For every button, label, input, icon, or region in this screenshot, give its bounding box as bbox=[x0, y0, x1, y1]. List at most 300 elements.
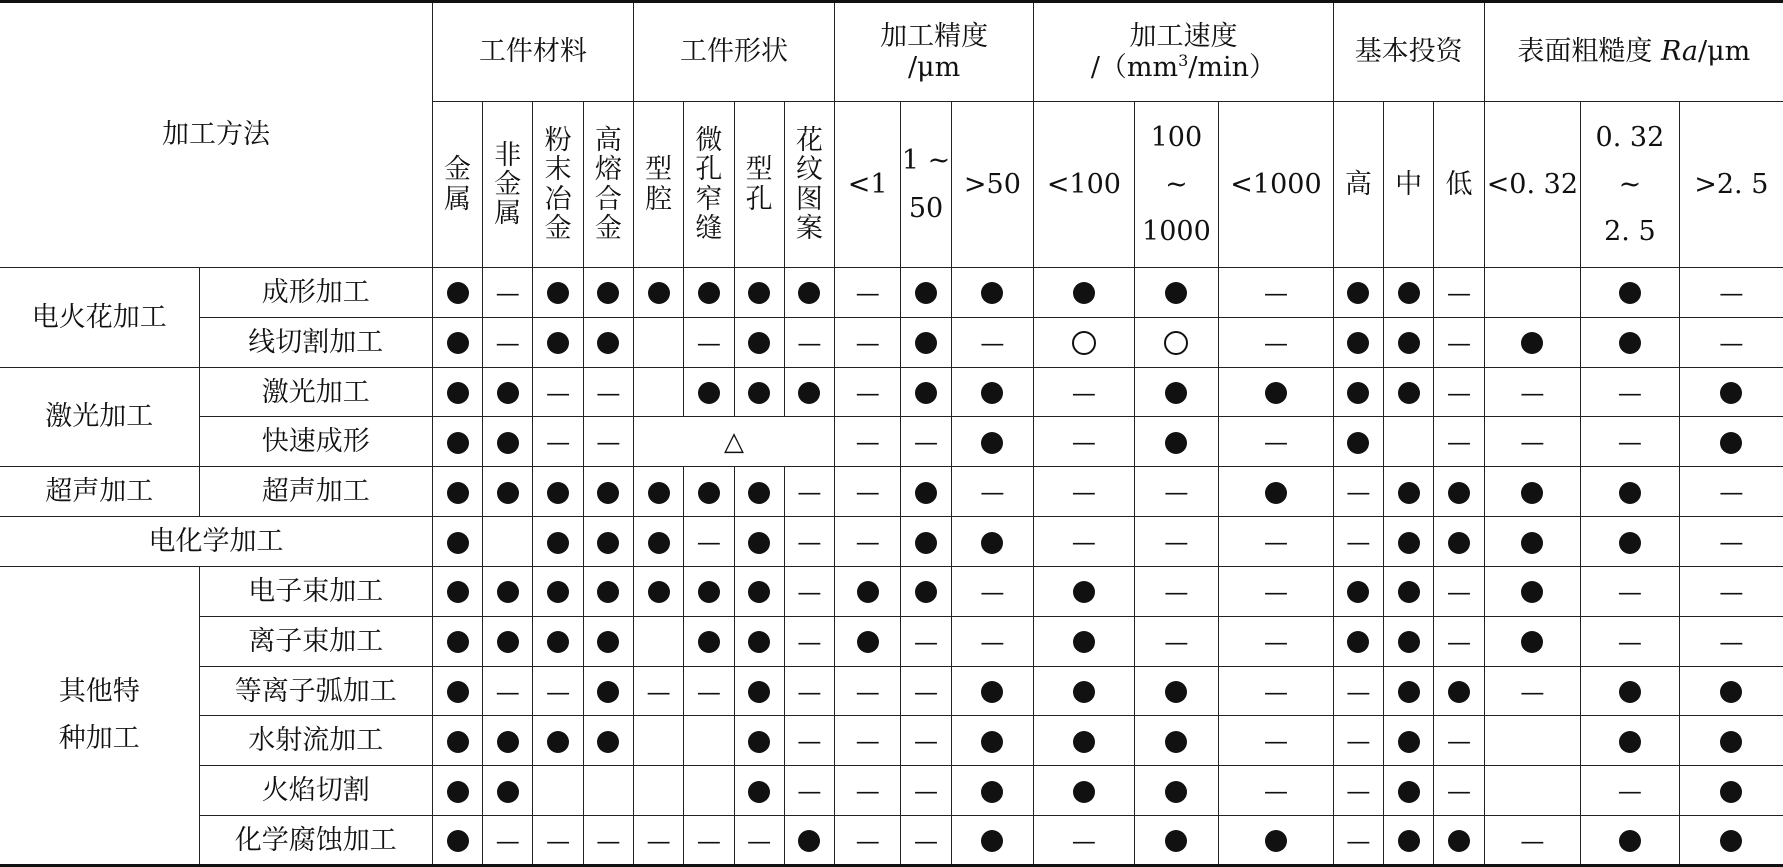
table-cell bbox=[1384, 566, 1434, 616]
table-cell bbox=[583, 716, 633, 766]
dash-mark: — bbox=[1446, 278, 1471, 307]
table-cell bbox=[633, 666, 683, 716]
filled-dot-icon bbox=[1720, 681, 1742, 703]
filled-dot-icon bbox=[748, 532, 770, 554]
dash-mark: — bbox=[1346, 777, 1371, 806]
filled-dot-icon bbox=[547, 282, 569, 304]
filled-dot-icon bbox=[648, 532, 670, 554]
filled-dot-icon bbox=[497, 781, 519, 803]
filled-dot-icon bbox=[597, 332, 619, 354]
dash-mark: — bbox=[1071, 378, 1096, 407]
table-cell bbox=[1134, 367, 1218, 417]
filled-dot-icon bbox=[597, 282, 619, 304]
dash-mark: — bbox=[980, 478, 1005, 507]
dash-mark: — bbox=[914, 777, 939, 806]
table-cell bbox=[1434, 616, 1484, 666]
table-cell bbox=[432, 666, 482, 716]
dash-mark: — bbox=[1164, 577, 1189, 606]
table-cell bbox=[583, 268, 633, 318]
dash-mark: — bbox=[1446, 727, 1471, 756]
filled-dot-icon bbox=[981, 382, 1003, 404]
filled-dot-icon bbox=[597, 532, 619, 554]
table-cell bbox=[734, 517, 784, 567]
dash-mark: — bbox=[1617, 627, 1642, 656]
filled-dot-icon bbox=[447, 332, 469, 354]
table-cell bbox=[951, 467, 1033, 517]
table-cell bbox=[583, 317, 633, 367]
col-invest-low: 低 bbox=[1434, 102, 1484, 268]
table-cell bbox=[901, 766, 951, 816]
table-cell bbox=[633, 517, 683, 567]
table-cell bbox=[901, 566, 951, 616]
table-cell bbox=[1581, 816, 1680, 866]
table-cell bbox=[784, 566, 834, 616]
table-cell bbox=[1333, 517, 1383, 567]
filled-dot-icon bbox=[447, 781, 469, 803]
filled-dot-icon bbox=[1165, 830, 1187, 852]
header-speed bbox=[1034, 2, 1334, 102]
filled-dot-icon bbox=[497, 432, 519, 454]
table-cell bbox=[784, 666, 834, 716]
table-cell bbox=[951, 566, 1033, 616]
speed-line2: $/(mm^3/\min)$ bbox=[1090, 51, 1277, 83]
filled-dot-icon bbox=[1448, 681, 1470, 703]
dash-mark: — bbox=[855, 777, 880, 806]
table-cell bbox=[633, 766, 683, 816]
dash-mark: — bbox=[1263, 727, 1288, 756]
table-row bbox=[0, 517, 1783, 567]
dash-mark: — bbox=[696, 328, 721, 357]
table-cell bbox=[483, 616, 533, 666]
table-cell bbox=[1484, 616, 1581, 666]
table-cell bbox=[1679, 417, 1783, 467]
speed-line1: 加工速度 bbox=[1129, 20, 1238, 52]
dash-mark: — bbox=[1446, 577, 1471, 606]
table-cell bbox=[1333, 467, 1383, 517]
table-cell bbox=[483, 367, 533, 417]
col-metal: 金 属 bbox=[432, 102, 482, 268]
table-cell bbox=[684, 517, 734, 567]
dash-mark: — bbox=[1071, 528, 1096, 557]
dash-mark: — bbox=[1446, 777, 1471, 806]
table-cell bbox=[784, 268, 834, 318]
filled-dot-icon bbox=[1521, 532, 1543, 554]
dash-mark: — bbox=[546, 677, 571, 706]
table-cell bbox=[533, 317, 583, 367]
filled-dot-icon bbox=[1347, 581, 1369, 603]
filled-dot-icon bbox=[447, 532, 469, 554]
filled-dot-icon bbox=[648, 482, 670, 504]
table-cell bbox=[1134, 268, 1218, 318]
dash-mark: — bbox=[1263, 677, 1288, 706]
table-cell bbox=[1219, 268, 1334, 318]
filled-dot-icon bbox=[1720, 382, 1742, 404]
dash-mark: — bbox=[1346, 528, 1371, 557]
table-cell bbox=[1434, 566, 1484, 616]
filled-dot-icon bbox=[748, 581, 770, 603]
table-cell bbox=[784, 766, 834, 816]
col-speed-lt1000: <1000 bbox=[1219, 102, 1334, 268]
table-cell bbox=[1434, 467, 1484, 517]
table-cell bbox=[1679, 268, 1783, 318]
dash-mark: — bbox=[596, 378, 621, 407]
filled-dot-icon bbox=[1398, 581, 1420, 603]
table-cell bbox=[1134, 566, 1218, 616]
dash-mark: — bbox=[980, 328, 1005, 357]
filled-dot-icon bbox=[597, 631, 619, 653]
table-cell bbox=[835, 467, 901, 517]
table-cell bbox=[1434, 417, 1484, 467]
filled-dot-icon bbox=[798, 282, 820, 304]
dash-mark: — bbox=[1071, 478, 1096, 507]
table-cell bbox=[835, 666, 901, 716]
header-roughness: 表面粗糙度 Ra/μm bbox=[1484, 2, 1783, 102]
table-cell bbox=[1333, 268, 1383, 318]
table-cell bbox=[1484, 566, 1581, 616]
dash-mark: — bbox=[1071, 826, 1096, 855]
table-cell bbox=[951, 268, 1033, 318]
table-cell bbox=[951, 317, 1033, 367]
filled-dot-icon bbox=[748, 731, 770, 753]
dash-mark: — bbox=[1346, 727, 1371, 756]
table-cell bbox=[835, 317, 901, 367]
table-cell bbox=[901, 467, 951, 517]
table-cell bbox=[1581, 616, 1680, 666]
table-cell bbox=[1034, 367, 1135, 417]
filled-dot-icon bbox=[1073, 731, 1095, 753]
table-cell bbox=[533, 417, 583, 467]
table-cell bbox=[1484, 716, 1581, 766]
table-cell bbox=[1384, 716, 1434, 766]
table-cell bbox=[951, 666, 1033, 716]
filled-dot-icon bbox=[447, 830, 469, 852]
filled-dot-icon bbox=[1398, 482, 1420, 504]
filled-dot-icon bbox=[1347, 332, 1369, 354]
dash-mark: — bbox=[696, 528, 721, 557]
table-row bbox=[0, 566, 1783, 616]
dash-mark: — bbox=[596, 826, 621, 855]
filled-dot-icon bbox=[447, 282, 469, 304]
filled-dot-icon bbox=[648, 282, 670, 304]
method-name: 等离子弧加工 bbox=[199, 666, 432, 716]
table-cell bbox=[583, 766, 633, 816]
dash-mark: — bbox=[1520, 826, 1545, 855]
table-cell bbox=[1679, 766, 1783, 816]
table-cell bbox=[1384, 268, 1434, 318]
table-cell bbox=[1219, 666, 1334, 716]
table-cell bbox=[432, 716, 482, 766]
filled-dot-icon bbox=[1720, 830, 1742, 852]
filled-dot-icon bbox=[1448, 532, 1470, 554]
table-cell bbox=[1034, 766, 1135, 816]
table-cell bbox=[583, 616, 633, 666]
table-cell bbox=[633, 367, 683, 417]
table-cell bbox=[835, 417, 901, 467]
filled-dot-icon bbox=[981, 830, 1003, 852]
table-cell bbox=[633, 467, 683, 517]
table-cell bbox=[583, 816, 633, 866]
table-cell bbox=[1484, 517, 1581, 567]
table-cell bbox=[1581, 566, 1680, 616]
table-cell bbox=[1581, 716, 1680, 766]
table-row bbox=[0, 467, 1783, 517]
table-cell bbox=[583, 566, 633, 616]
col-rough-gt25: >2. 5 bbox=[1679, 102, 1783, 268]
dash-mark: — bbox=[596, 428, 621, 457]
dash-mark: — bbox=[1520, 677, 1545, 706]
table-cell bbox=[1434, 766, 1484, 816]
dash-mark: — bbox=[1346, 677, 1371, 706]
table-cell bbox=[901, 367, 951, 417]
table-cell bbox=[533, 367, 583, 417]
table-cell bbox=[483, 317, 533, 367]
dash-mark: — bbox=[855, 428, 880, 457]
table-cell bbox=[533, 268, 583, 318]
dash-mark: — bbox=[980, 627, 1005, 656]
dash-mark: — bbox=[855, 677, 880, 706]
dash-mark: — bbox=[797, 528, 822, 557]
filled-dot-icon bbox=[1073, 282, 1095, 304]
table-cell bbox=[1333, 417, 1383, 467]
filled-dot-icon bbox=[497, 731, 519, 753]
filled-dot-icon bbox=[698, 282, 720, 304]
dash-mark: — bbox=[495, 826, 520, 855]
table-cell bbox=[633, 317, 683, 367]
filled-dot-icon bbox=[798, 382, 820, 404]
table-cell bbox=[1679, 716, 1783, 766]
table-cell bbox=[1134, 417, 1218, 467]
filled-dot-icon bbox=[547, 731, 569, 753]
filled-dot-icon bbox=[1165, 382, 1187, 404]
filled-dot-icon bbox=[1398, 830, 1420, 852]
filled-dot-icon bbox=[648, 581, 670, 603]
table-cell bbox=[1034, 517, 1135, 567]
dash-mark: — bbox=[1719, 577, 1744, 606]
table-cell bbox=[483, 816, 533, 866]
table-cell bbox=[533, 766, 583, 816]
filled-dot-icon bbox=[1398, 681, 1420, 703]
filled-dot-icon bbox=[1347, 432, 1369, 454]
table-cell bbox=[684, 666, 734, 716]
dash-mark: — bbox=[855, 528, 880, 557]
table-cell bbox=[1484, 268, 1581, 318]
filled-dot-icon bbox=[981, 681, 1003, 703]
table-cell bbox=[1384, 616, 1434, 666]
table-cell bbox=[734, 716, 784, 766]
table-cell bbox=[633, 268, 683, 318]
table-cell bbox=[951, 517, 1033, 567]
table-cell bbox=[483, 268, 533, 318]
col-invest-high: 高 bbox=[1333, 102, 1383, 268]
dash-mark: — bbox=[1263, 577, 1288, 606]
table-cell bbox=[1434, 816, 1484, 866]
col-refractory-alloy: 高 熔 合 金 bbox=[583, 102, 633, 268]
table-cell bbox=[432, 268, 482, 318]
filled-dot-icon bbox=[447, 681, 469, 703]
dash-mark: — bbox=[1446, 428, 1471, 457]
table-cell bbox=[1034, 566, 1135, 616]
table-cell bbox=[1034, 816, 1135, 866]
table-cell bbox=[1219, 367, 1334, 417]
table-cell bbox=[835, 816, 901, 866]
method-name: 离子束加工 bbox=[199, 616, 432, 666]
col-shaped-hole: 型 孔 bbox=[734, 102, 784, 268]
filled-dot-icon bbox=[748, 631, 770, 653]
filled-dot-icon bbox=[497, 382, 519, 404]
table-row bbox=[0, 666, 1783, 716]
table-cell bbox=[684, 317, 734, 367]
filled-dot-icon bbox=[447, 631, 469, 653]
table-cell bbox=[734, 268, 784, 318]
table-row bbox=[0, 766, 1783, 816]
table-cell bbox=[901, 666, 951, 716]
dash-mark: — bbox=[1346, 478, 1371, 507]
table-cell bbox=[1034, 417, 1135, 467]
table-cell bbox=[835, 716, 901, 766]
col-precision-gt50: >50 bbox=[951, 102, 1033, 268]
table-cell bbox=[483, 666, 533, 716]
col-rough-lt032: <0. 32 bbox=[1484, 102, 1581, 268]
dash-mark: — bbox=[797, 677, 822, 706]
filled-dot-icon bbox=[1619, 830, 1641, 852]
table-cell bbox=[1434, 367, 1484, 417]
table-cell bbox=[1034, 716, 1135, 766]
filled-dot-icon bbox=[1265, 482, 1287, 504]
filled-dot-icon bbox=[1165, 282, 1187, 304]
dash-mark: — bbox=[646, 677, 671, 706]
table-cell bbox=[684, 816, 734, 866]
method-name: 电子束加工 bbox=[199, 566, 432, 616]
header-material: 工件材料 bbox=[432, 2, 633, 102]
filled-dot-icon bbox=[1398, 332, 1420, 354]
table-cell bbox=[784, 517, 834, 567]
table-cell bbox=[1134, 766, 1218, 816]
dash-mark: — bbox=[1520, 428, 1545, 457]
dash-mark: — bbox=[914, 627, 939, 656]
col-powder-metallurgy: 粉 末 冶 金 bbox=[533, 102, 583, 268]
table-cell bbox=[835, 517, 901, 567]
table-cell bbox=[483, 517, 533, 567]
dash-mark: — bbox=[1719, 278, 1744, 307]
table-cell bbox=[432, 317, 482, 367]
filled-dot-icon bbox=[1521, 482, 1543, 504]
dash-mark: — bbox=[1164, 528, 1189, 557]
table-cell bbox=[784, 716, 834, 766]
table-cell bbox=[835, 268, 901, 318]
filled-dot-icon bbox=[547, 332, 569, 354]
table-cell bbox=[1434, 317, 1484, 367]
table-cell bbox=[1581, 417, 1680, 467]
header-investment: 基本投资 bbox=[1333, 2, 1484, 102]
table-cell bbox=[734, 317, 784, 367]
table-cell bbox=[951, 616, 1033, 666]
table-cell bbox=[1679, 666, 1783, 716]
dash-mark: — bbox=[1164, 627, 1189, 656]
dash-mark: — bbox=[1263, 777, 1288, 806]
table-cell bbox=[684, 367, 734, 417]
table-cell bbox=[784, 816, 834, 866]
table-cell bbox=[1219, 517, 1334, 567]
header-precision bbox=[835, 2, 1034, 102]
table-cell bbox=[734, 566, 784, 616]
table-cell bbox=[1581, 317, 1680, 367]
dash-mark: — bbox=[797, 777, 822, 806]
table-cell bbox=[1034, 616, 1135, 666]
filled-dot-icon bbox=[1073, 631, 1095, 653]
table-row bbox=[0, 268, 1783, 318]
dash-mark: — bbox=[646, 826, 671, 855]
table-cell bbox=[901, 317, 951, 367]
table-cell bbox=[633, 616, 683, 666]
filled-dot-icon bbox=[915, 382, 937, 404]
filled-dot-icon bbox=[798, 830, 820, 852]
table-cell bbox=[533, 716, 583, 766]
dash-mark: — bbox=[546, 378, 571, 407]
table-cell bbox=[483, 766, 533, 816]
hollow-circle-icon bbox=[1164, 331, 1188, 355]
table-cell bbox=[432, 816, 482, 866]
table-cell bbox=[633, 816, 683, 866]
dash-mark: — bbox=[546, 826, 571, 855]
filled-dot-icon bbox=[1521, 332, 1543, 354]
table-cell bbox=[1134, 716, 1218, 766]
table-cell bbox=[1484, 367, 1581, 417]
table-cell bbox=[1134, 816, 1218, 866]
table-cell bbox=[1219, 317, 1334, 367]
filled-dot-icon bbox=[1165, 681, 1187, 703]
table-cell bbox=[901, 517, 951, 567]
table-cell bbox=[901, 616, 951, 666]
table-row bbox=[0, 317, 1783, 367]
filled-dot-icon bbox=[447, 731, 469, 753]
precision-line1: 加工精度 bbox=[880, 20, 989, 52]
table-row bbox=[0, 616, 1783, 666]
table-cell bbox=[684, 467, 734, 517]
filled-dot-icon bbox=[748, 482, 770, 504]
filled-dot-icon bbox=[1398, 781, 1420, 803]
method-name: 化学腐蚀加工 bbox=[199, 816, 432, 866]
filled-dot-icon bbox=[857, 631, 879, 653]
table-cell bbox=[1384, 317, 1434, 367]
table-cell bbox=[951, 816, 1033, 866]
table-cell bbox=[1034, 268, 1135, 318]
table-cell bbox=[1384, 367, 1434, 417]
method-name: 成形加工 bbox=[199, 268, 432, 318]
table-cell bbox=[1219, 716, 1334, 766]
table-cell bbox=[1679, 317, 1783, 367]
filled-dot-icon bbox=[1265, 382, 1287, 404]
dash-mark: — bbox=[546, 428, 571, 457]
table-cell bbox=[1034, 317, 1135, 367]
table-cell bbox=[1333, 566, 1383, 616]
filled-dot-icon bbox=[447, 432, 469, 454]
dash-mark: — bbox=[1617, 577, 1642, 606]
table-cell bbox=[1333, 816, 1383, 866]
header-shape: 工件形状 bbox=[633, 2, 834, 102]
filled-dot-icon bbox=[497, 482, 519, 504]
dash-mark: — bbox=[855, 278, 880, 307]
filled-dot-icon bbox=[447, 382, 469, 404]
table-cell bbox=[583, 517, 633, 567]
table-cell bbox=[1219, 417, 1334, 467]
table-cell bbox=[1679, 517, 1783, 567]
table-cell bbox=[583, 367, 633, 417]
method-group: 其他特 种加工 bbox=[0, 566, 199, 865]
filled-dot-icon bbox=[857, 581, 879, 603]
dash-mark: — bbox=[1263, 328, 1288, 357]
header-method: 加工方法 bbox=[0, 2, 432, 268]
filled-dot-icon bbox=[1347, 282, 1369, 304]
